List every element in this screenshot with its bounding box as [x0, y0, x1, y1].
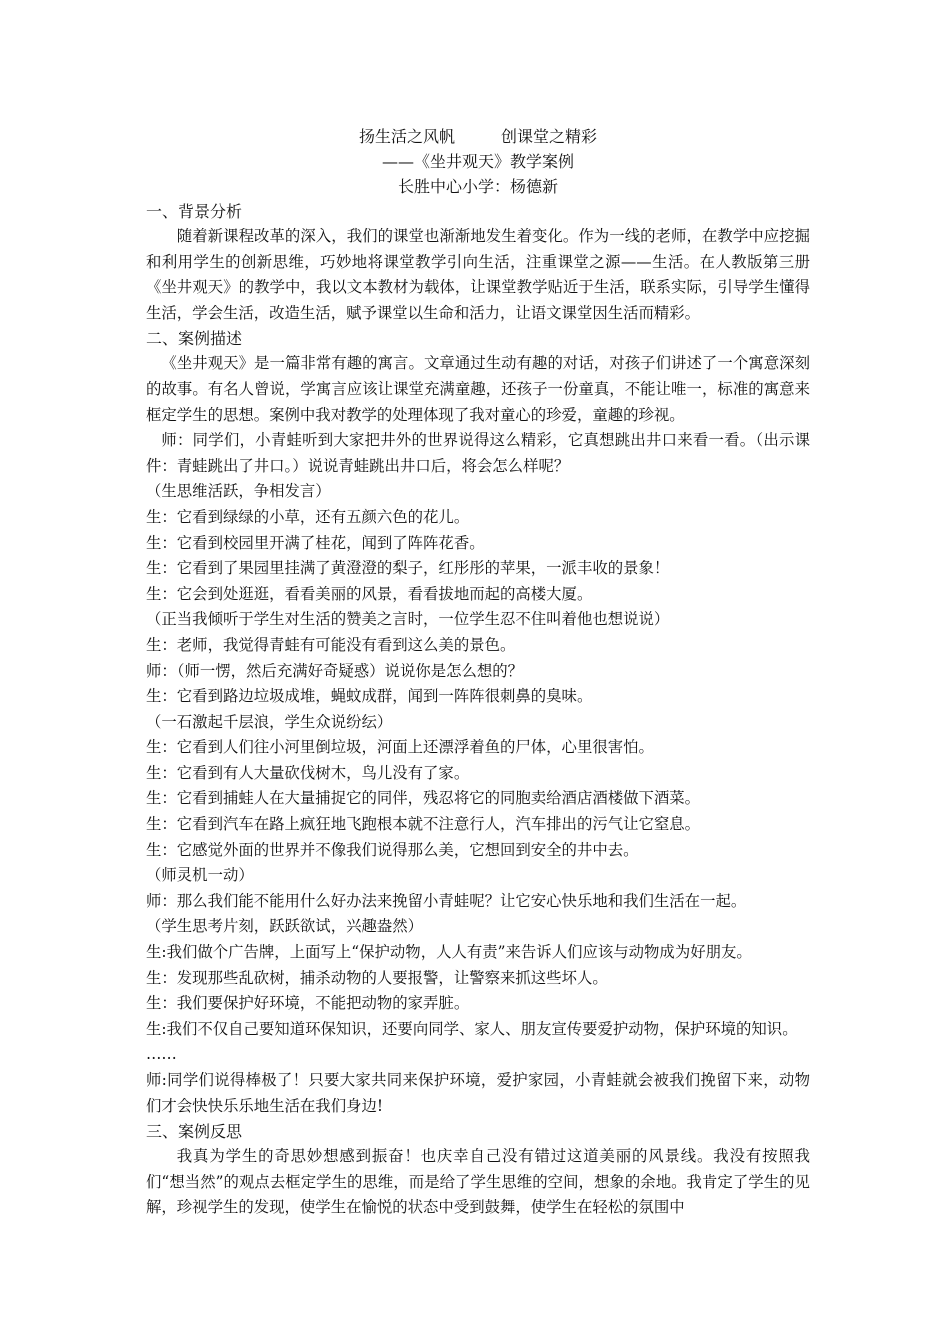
dialogue-line: 生：它看到捕蛙人在大量捕捉它的同伴，残忍将它的同胞卖给酒店酒楼做下酒菜。 — [146, 789, 701, 808]
dialogue-line: 生：它看到人们往小河里倒垃圾，河面上还漂浮着鱼的尸体，心里很害怕。 — [146, 738, 654, 757]
dialogue-line: 生：它看到了果园里挂满了黄澄澄的梨子，红彤彤的苹果，一派丰收的景象！ — [146, 559, 670, 578]
dialogue-line: 生：它看到路边垃圾成堆，蝇蚊成群，闻到一阵阵很刺鼻的臭味。 — [146, 687, 593, 706]
author-line: 长胜中心小学：杨德新 — [397, 177, 558, 196]
dialogue-line: 生：发现那些乱砍树，捕杀动物的人要报警，让警察来抓这些坏人。 — [146, 968, 608, 987]
dialogue-line: （生思维活跃，争相发言） — [146, 482, 331, 501]
heading-background: 一、背景分析 — [146, 202, 243, 221]
dialogue-line: （学生思考片刻，跃跃欲试，兴趣盎然） — [146, 917, 424, 936]
reflection-paragraph: 我真为学生的奇思妙想感到振奋！也庆幸自己没有错过这道美丽的风景线。我没有按照我们“想当然”的观点去框定学生的思维，而是给了学生思维的空间，想象的余地。我肯定了学生的见解，珍视学生的发现，使学生在愉悦的状态中受到鼓舞，使学生在轻松的氛围中 — [146, 1147, 810, 1217]
main-title-left: 扬生活之风帆 — [358, 127, 455, 146]
dialogue-line: 生：它会到处逛逛，看看美丽的风景，看看拔地而起的高楼大厦。 — [146, 584, 593, 603]
description-intro: 《坐井观天》是一篇非常有趣的寓言。文章通过生动有趣的对话，对孩子们讲述了一个寓意深刻的故事。有名人曾说，学寓言应该让课堂充满童趣，还孩子一份童真，不能让唯一，标准的寓意来框定学生的思想。案例中我对教学的处理体现了我对童心的珍爱，童趣的珍视。 — [146, 354, 810, 424]
heading-description: 二、案例描述 — [146, 329, 243, 349]
dialogue-line: 生：我们要保护好环境，不能把动物的家弄脏。 — [146, 994, 470, 1013]
dialogue-block — [146, 428, 810, 1119]
dialogue-line: 生：它看到有人大量砍伐树木，鸟儿没有了家。 — [146, 763, 470, 782]
dialogue-line: 师:同学们说得棒极了！只要大家共同来保护环境，爱护家园，小青蛙就会被我们挽留下来，动物们才会快快乐乐地生活在我们身边! — [146, 1071, 810, 1115]
dialogue-line: 生：它看到校园里开满了桂花，闻到了阵阵花香。 — [146, 533, 485, 552]
background-paragraph: 随着新课程改革的深入，我们的课堂也渐渐地发生着变化。作为一线的老师，在教学中应挖掘和利用学生的创新思维，巧妙地将课堂教学引向生活，注重课堂之源——生活。在人教版第三册《坐井观天》的教学中，我以文本教材为载体，让课堂教学贴近于生活，联系实际，引导学生懂得生活，学会生活，改造生活，赋予课堂以生命和活力，让语文课堂因生活而精彩。 — [146, 227, 810, 322]
dialogue-line: 生：它感觉外面的世界并不像我们说得那么美，它想回到安全的井中去。 — [146, 840, 639, 859]
title-block — [146, 124, 810, 199]
dialogue-line: （正当我倾听于学生对生活的赞美之言时，一位学生忍不住叫着他也想说说） — [146, 610, 670, 629]
main-title — [146, 124, 810, 149]
dialogue-line: 师：那么我们能不能用什么好办法来挽留小青蛙呢？让它安心快乐地和我们生活在一起。 — [146, 891, 747, 910]
document-page — [146, 124, 810, 1221]
dialogue-line: 生:我们做个广告牌，上面写上“保护动物，人人有责”来告诉人们应该与动物成为好朋友。 — [146, 943, 752, 962]
heading-reflection: 三、案例反思 — [146, 1122, 243, 1142]
dialogue-line: （师灵机一动） — [146, 866, 254, 885]
dialogue-line: 生：它看到绿绿的小草，还有五颜六色的花儿。 — [146, 507, 470, 526]
dialogue-line: 生：老师，我觉得青蛙有可能没有看到这么美的景色。 — [146, 635, 516, 654]
subtitle: ——《坐井观天》教学案例 — [381, 152, 574, 171]
dialogue-line: …… — [146, 1045, 177, 1064]
main-title-right: 创课堂之精彩 — [501, 127, 598, 146]
dialogue-line: 师：（师一愣，然后充满好奇疑惑）说说你是怎么想的？ — [146, 661, 524, 680]
dialogue-line: 生：它看到汽车在路上疯狂地飞跑根本就不注意行人，汽车排出的污气让它窒息。 — [146, 815, 701, 834]
dialogue-line: （一石激起千层浪，学生众说纷纭） — [146, 712, 393, 731]
dialogue-line: 生:我们不仅自己要知道环保知识，还要向同学、家人、朋友宣传要爱护动物，保护环境的知识。 — [146, 1019, 798, 1038]
dialogue-line: 师：同学们，小青蛙听到大家把井外的世界说得这么精彩，它真想跳出井口来看一看。（出示课件：青蛙跳出了井口。）说说青蛙跳出井口后，将会怎么样呢？ — [146, 431, 810, 475]
